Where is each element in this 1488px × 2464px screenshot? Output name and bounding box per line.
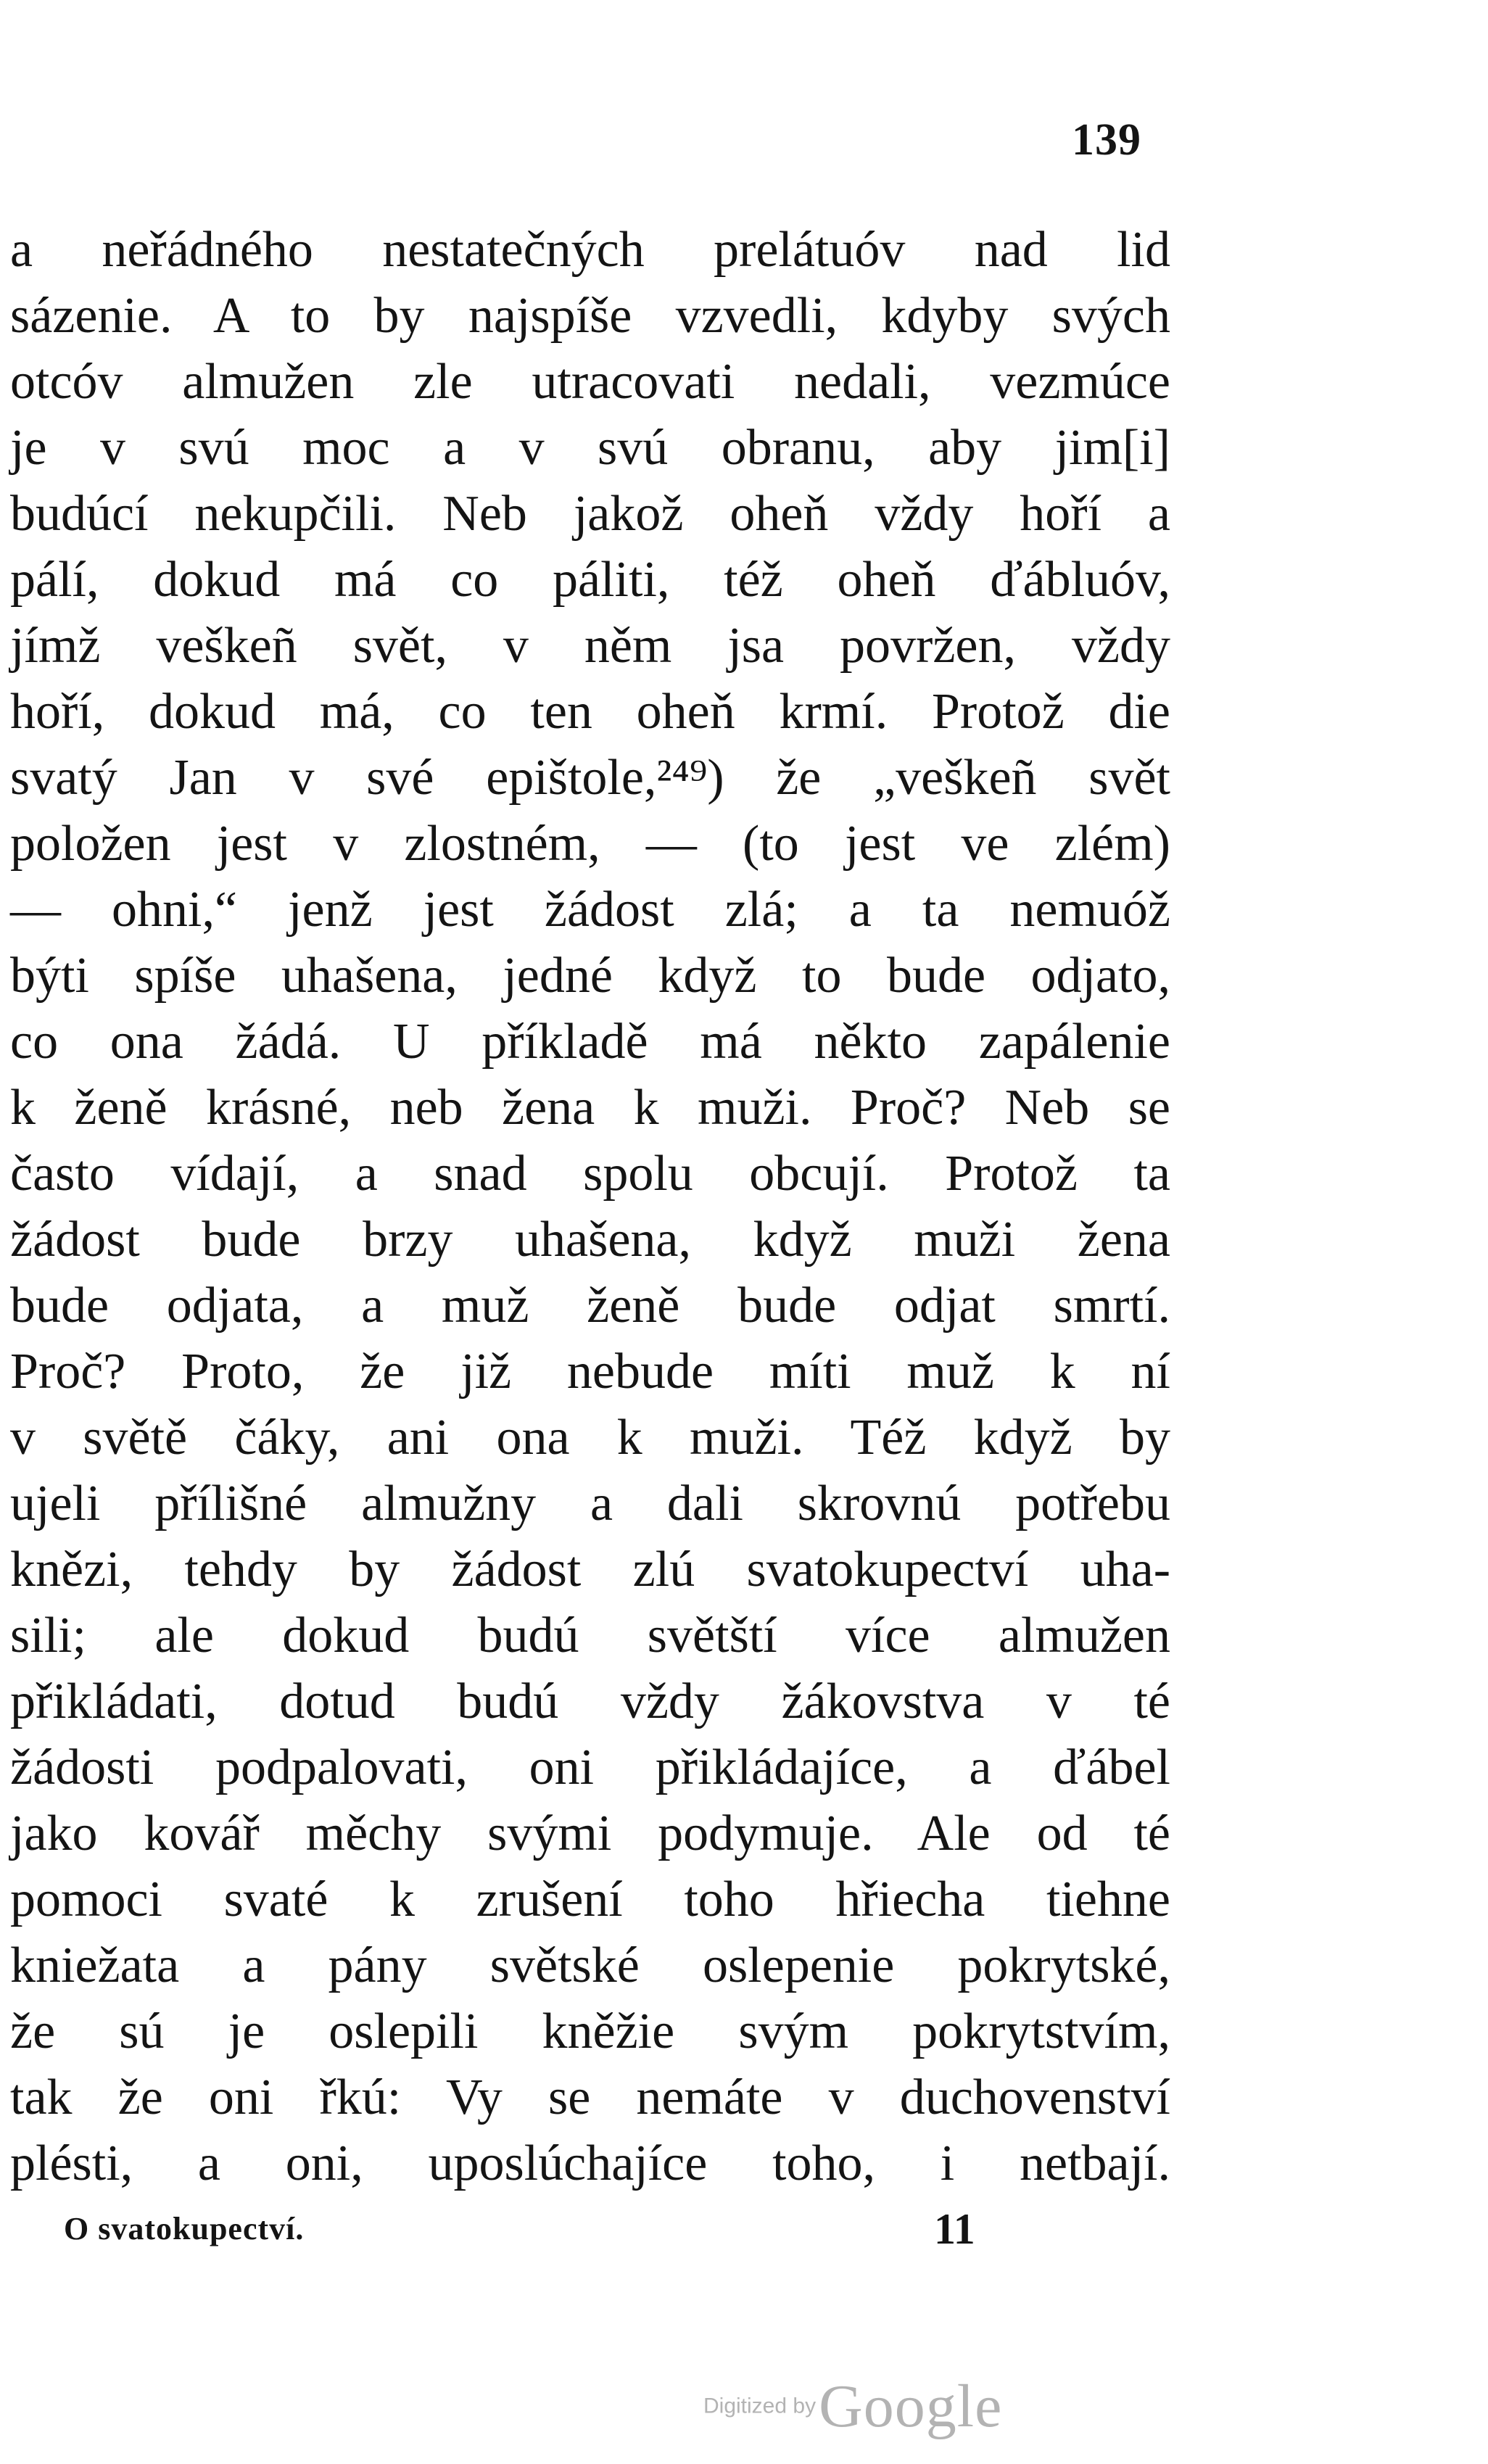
text-line: pálí, dokud má co páliti, též oheň ďábluóv, xyxy=(10,552,1170,608)
watermark-prefix: Digitized by xyxy=(703,2394,817,2418)
text-line: žádosti podpalovati, oni přikládajíce, a ďábel xyxy=(10,1740,1170,1795)
digitized-watermark xyxy=(703,2371,1002,2442)
text-line: žádost bude brzy uhašena, když muži žena xyxy=(10,1212,1170,1268)
text-line: Proč? Proto, že již nebude míti muž k ní xyxy=(10,1344,1170,1400)
text-line: v světě čáky, ani ona k muži. Též když by xyxy=(10,1410,1170,1465)
text-line: knězi, tehdy by žádost zlú svatokupectví uha- xyxy=(10,1542,1170,1597)
text-line: je v svú moc a v svú obranu, aby jim[i] xyxy=(10,420,1170,476)
text-line: sili; ale dokud budú světští více almužen xyxy=(10,1608,1170,1663)
sheet-number: 11 xyxy=(934,2205,975,2253)
text-line: co ona žádá. U příkladě má někto zapálenie xyxy=(10,1014,1170,1070)
footer-signature: O svatokupectví. xyxy=(64,2211,305,2246)
text-line: položen jest v zlostném, — (to jest ve zlém) xyxy=(10,816,1170,872)
text-line: hoří, dokud má, co ten oheň krmí. Protož die xyxy=(10,684,1170,740)
text-line: býti spíše uhašena, jedné když to bude odjato, xyxy=(10,948,1170,1004)
text-line: budúcí nekupčili. Neb jakož oheň vždy hoří a xyxy=(10,486,1170,542)
text-line: tak že oni řkú: Vy se nemáte v duchovenství xyxy=(10,2070,1170,2125)
google-logo: Google xyxy=(819,2373,1003,2440)
text-line: pomoci svaté k zrušení toho hřiecha tiehne xyxy=(10,1872,1170,1927)
text-line: ujeli přílišné almužny a dali skrovnú potřebu xyxy=(10,1476,1170,1531)
text-line: bude odjata, a muž ženě bude odjat smrtí. xyxy=(10,1278,1170,1334)
text-line: jímž veškeñ svět, v něm jsa povržen, vždy xyxy=(10,618,1170,674)
text-line: otcóv almužen zle utracovati nedali, vezmúce xyxy=(10,354,1170,410)
text-line: přikládati, dotud budú vždy žákovstva v té xyxy=(10,1674,1170,1729)
text-line: plésti, a oni, uposlúchajíce toho, i netbají. xyxy=(10,2136,1170,2191)
text-line: kniežata a pány světské oslepenie pokrytské, xyxy=(10,1938,1170,1993)
text-line: že sú je oslepili kněžie svým pokrytstvím, xyxy=(10,2004,1170,2059)
text-line: svatý Jan v své epištole,²⁴⁹) že „veškeñ svět xyxy=(10,750,1170,806)
text-line: — ohni,“ jenž jest žádost zlá; a ta nemuóž xyxy=(10,882,1170,938)
text-line: jako kovář měchy svými podymuje. Ale od té xyxy=(10,1806,1170,1861)
page-number: 139 xyxy=(1072,115,1141,165)
text-line: často vídají, a snad spolu obcují. Protož ta xyxy=(10,1146,1170,1202)
text-line: k ženě krásné, neb žena k muži. Proč? Neb se xyxy=(10,1080,1170,1136)
text-line: a neřádného nestatečných prelátuóv nad lid xyxy=(10,222,1170,278)
text-line: sázenie. A to by najspíše vzvedli, kdyby svých xyxy=(10,288,1170,344)
